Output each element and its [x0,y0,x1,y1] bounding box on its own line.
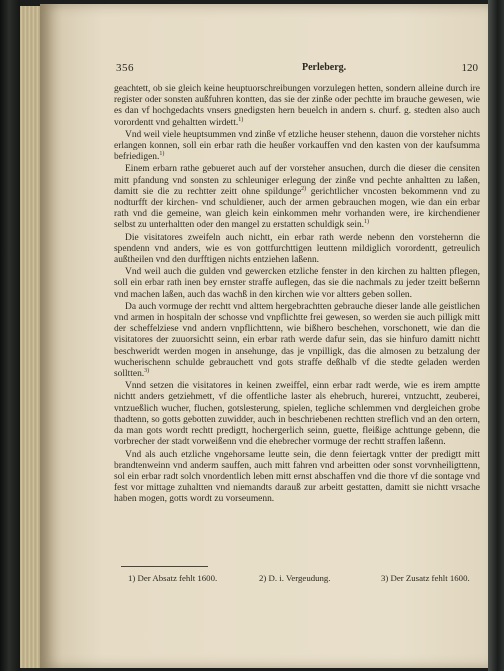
paragraph: Die visitatores zweifeln auch nichtt, ein erbar rath werde nebenn den vorstehernn die spendenn vnd anders, wie es von gottfurchttigen leuttenn mildiglich vorordentt, getreulich außtheilen vnd den durfftigen nichts entziehen laßenn. [114,232,480,266]
book-binding [0,0,20,671]
paragraph: Vnnd setzen die visitatores in keinen zweiffel, einn erbar radt werde, wie es irem amptte nichtt anders getziehmett, vf die offentliche laster als ehebruch, hurerei, vntzuchtt, zeuberei, vntzueßlich wucher, fluchen, gotslesterung, spielen, tegliche schlemmen vnd dergleichen grobe thadtenn, so gotts gebotten zuwidder, auch in beschriebenen rechtten streflich vnd an den ortern, da man gots wordt rechtt predigtt, hochergerlich seinn, guette, fleißige achttunge gebenn, die vorbrecher der stadt vorweißenn vnd die ehebrecher vormuge der rechtt straffen laßenn. [114,381,480,448]
page-body [114,84,480,507]
right-background [488,0,504,671]
paragraph: Vnd weil auch die gulden vnd gewercken etzliche fenster in den kirchen zu haltten pflegen, soll ein erbar rath inen bey ernster straffe auflegen, das sie die nachmals zu jeder tzeitt beßernn vnd machen laßen, auch das wachß in den kirchen wie vor altters geben sollen. [114,267,480,300]
footnote-marker: 3) [144,367,150,374]
paragraph: geachtett, ob sie gleich keine heuptuorschreibungen vorzulegen hetten, sondern alleine durch ire register oder sonsten außfuhren kontten, das sie der zinße oder pechtte im brauche gewesen, wie es dan vf hochgedachts vnsers gnedigsten hern beuelch in andern s. churf. g. stedten also auch vorordentt vnd gehaltten wirdett.$^{1)}$ [114,84,480,128]
footnote: 2) D. i. Vergeudung. [259,573,331,583]
footnote-marker: 2) [301,185,307,192]
page-edges [20,6,40,668]
paragraph: Einem erbarn rathe gebueret auch auf der vorsteher ansuchen, durch die dieser die censiten mitt pfandung vnd sonsten zu schleuniger erlegung der zinße vnd pechte anhaltten zu laßen, damitt sie die zu rechtter zeitt ohne spildunge$^{2)}$ gerichtlicher vncosten bekommenn vnd zu nodturfft der kirchen- vnd schuldiener, auch der armen gebrauchen mogen, wie dan ein erbar rath vnd die gemeine, wan gleich kein einkommen mehr vorhanden were, ire kirchendiener selbst zu unterhaltten oder den mangel zu erstatten schuldigk sein.$^{1)}$ [114,164,480,231]
footnote: 1) Der Absatz fehlt 1600. [128,573,218,583]
footnote: 3) Der Zusatz fehlt 1600. [381,573,470,583]
running-title: Perleberg. [302,62,347,73]
paragraph: Da auch vormuge der rechtt vnd alttem hergebrachtten gebrauche dieser lande alle geistlichen vnd armen in hospitaln der schosse vnd vnpflichtte frei gewesen, so werden sie auch pilligk mitt der scheffelziese vnd andern vnpflichttenn, wie bißhero beschehen, vorschonett, wie dan die visitatores der zuuorsichtt seinn, ein erbar rath werde dafur sein, das sie hinfuro damitt nichtt beschweridt werden mogen in ansehunge, das je vnpilligk, das die almosen zu betzalung der wucherischenn schulde gebrauchett vnd gots straffe deßhalb vf die stedte geladen werden solltten.$^{3)}$ [114,301,480,380]
footnotes [128,573,483,585]
footnote-marker: 1) [159,151,165,158]
paragraph: Vnd weil viele heuptsummen vnd zinße vf etzliche heuser stehenn, dauon die vorsteher nichts erlangen konnen, soll ein erbar rath die heußer vorkauffen vnd den kasten von der kaufsumma befriedigen.$^{1)}$ [114,129,480,163]
paragraph: Vnd als auch etzliche vngehorsame leutte sein, die denn feiertagk vntter der predigtt mitt brandtenweinn vnd anderm sauffen, auch mitt fahren vnd arbeitten oder sonst vorvnheiligttenn, sol ein erbar radt solch vnordentlich leben mitt ernst abschaffen vnd die thore vf die sontage vnd fest vor mittage zuhaltten vnd niemandts darauß zur arbeitt gestatten, damitt sie nichtt vrsache haben mogen, gotts wordt zu vorseumenn. [114,449,480,505]
page-number: 356 [116,62,134,74]
footnote-rule [121,566,208,567]
footnote-marker: 1) [364,219,370,226]
running-header [116,62,484,78]
footnote-marker: 1) [238,116,244,123]
sheet-number: 120 [461,62,478,74]
